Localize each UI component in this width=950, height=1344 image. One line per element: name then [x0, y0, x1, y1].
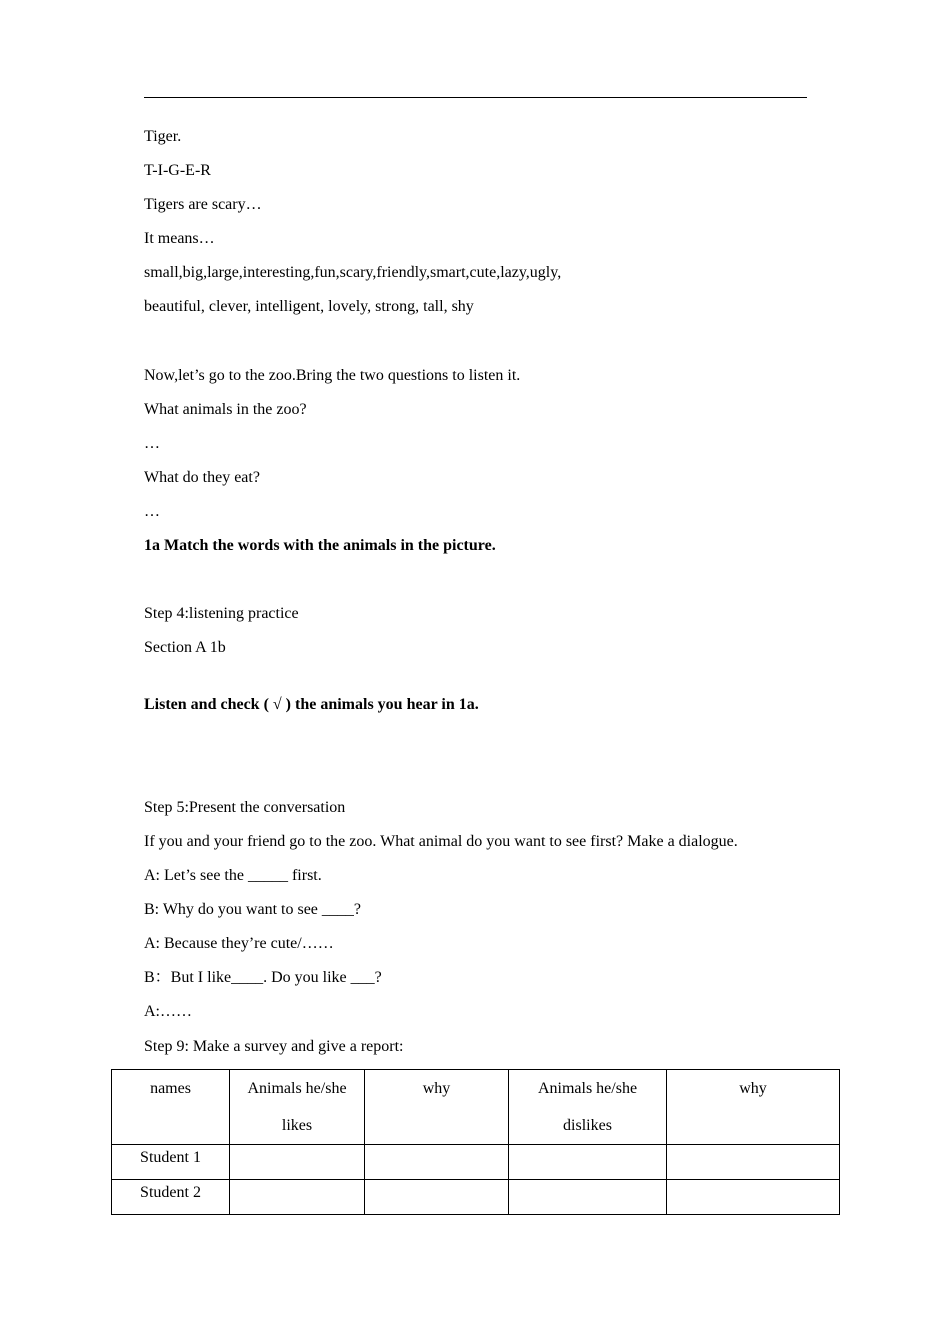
- line-scary: Tigers are scary…: [144, 196, 262, 213]
- step-5-heading: Step 5:Present the conversation: [144, 799, 346, 816]
- survey-table: [111, 1069, 840, 1215]
- header-animals-dislikes: [509, 1070, 667, 1145]
- dialogue-line-2: B: Why do you want to see ____?: [144, 901, 362, 918]
- line-question-1: What animals in the zoo?: [144, 401, 307, 418]
- header-names: [112, 1070, 230, 1145]
- header-rule: [144, 97, 807, 98]
- line-it-means: It means…: [144, 230, 215, 247]
- header-likes-line-1: Animals he/she: [247, 1080, 347, 1097]
- header-why-dislikes: [667, 1070, 840, 1145]
- line-adjectives-1: small,big,large,interesting,fun,scary,friendly,smart,cute,lazy,ugly,: [144, 264, 562, 281]
- student-1-name: Student 1: [112, 1145, 230, 1180]
- student-2-why-likes-cell[interactable]: [365, 1180, 509, 1215]
- line-ellipsis-2: …: [144, 503, 160, 520]
- survey-header-row: [112, 1070, 840, 1145]
- header-why-1-label: why: [422, 1080, 451, 1097]
- line-tiger: Tiger.: [144, 128, 182, 145]
- student-2-likes-cell[interactable]: [230, 1180, 365, 1215]
- header-why-2-label: why: [739, 1080, 767, 1097]
- header-names-label: names: [150, 1080, 191, 1097]
- student-2-dislikes-cell[interactable]: [509, 1180, 667, 1215]
- student-1-why-likes-cell[interactable]: [365, 1145, 509, 1180]
- dialogue-line-5: A:……: [144, 1003, 192, 1020]
- dialogue-prompt: If you and your friend go to the zoo. What animal do you want to see first? Make a dialogue.: [144, 833, 738, 850]
- dialogue-line-1: A: Let’s see the _____ first.: [144, 867, 322, 884]
- dialogue-line-3: A: Because they’re cute/……: [144, 935, 334, 952]
- task-1a-heading: 1a Match the words with the animals in the picture.: [144, 537, 496, 554]
- step-4-heading: Step 4:listening practice: [144, 605, 299, 622]
- line-adjectives-2: beautiful, clever, intelligent, lovely, strong, tall, shy: [144, 298, 474, 315]
- dialogue-line-4: B：But I like____. Do you like ___?: [144, 969, 382, 986]
- line-spelling: T-I-G-E-R: [144, 162, 211, 179]
- student-2-name: Student 2: [112, 1180, 230, 1215]
- listen-and-check-heading: Listen and check ( √ ) the animals you hear in 1a.: [144, 696, 479, 713]
- header-why-likes: [365, 1070, 509, 1145]
- student-1-likes-cell[interactable]: [230, 1145, 365, 1180]
- table-row: [112, 1180, 840, 1215]
- line-go-to-zoo: Now,let’s go to the zoo.Bring the two questions to listen it.: [144, 367, 521, 384]
- student-1-why-dislikes-cell[interactable]: [667, 1145, 840, 1180]
- section-a-1b: Section A 1b: [144, 639, 226, 656]
- header-dislikes-line-2: dislikes: [563, 1117, 612, 1134]
- student-1-dislikes-cell[interactable]: [509, 1145, 667, 1180]
- header-likes-line-2: likes: [281, 1117, 313, 1134]
- step-9-heading: Step 9: Make a survey and give a report:: [144, 1038, 404, 1055]
- line-question-2: What do they eat?: [144, 469, 260, 486]
- student-2-why-dislikes-cell[interactable]: [667, 1180, 840, 1215]
- line-ellipsis-1: …: [144, 435, 160, 452]
- table-row: [112, 1145, 840, 1180]
- header-animals-likes: [230, 1070, 365, 1145]
- header-dislikes-line-1: Animals he/she: [537, 1080, 638, 1097]
